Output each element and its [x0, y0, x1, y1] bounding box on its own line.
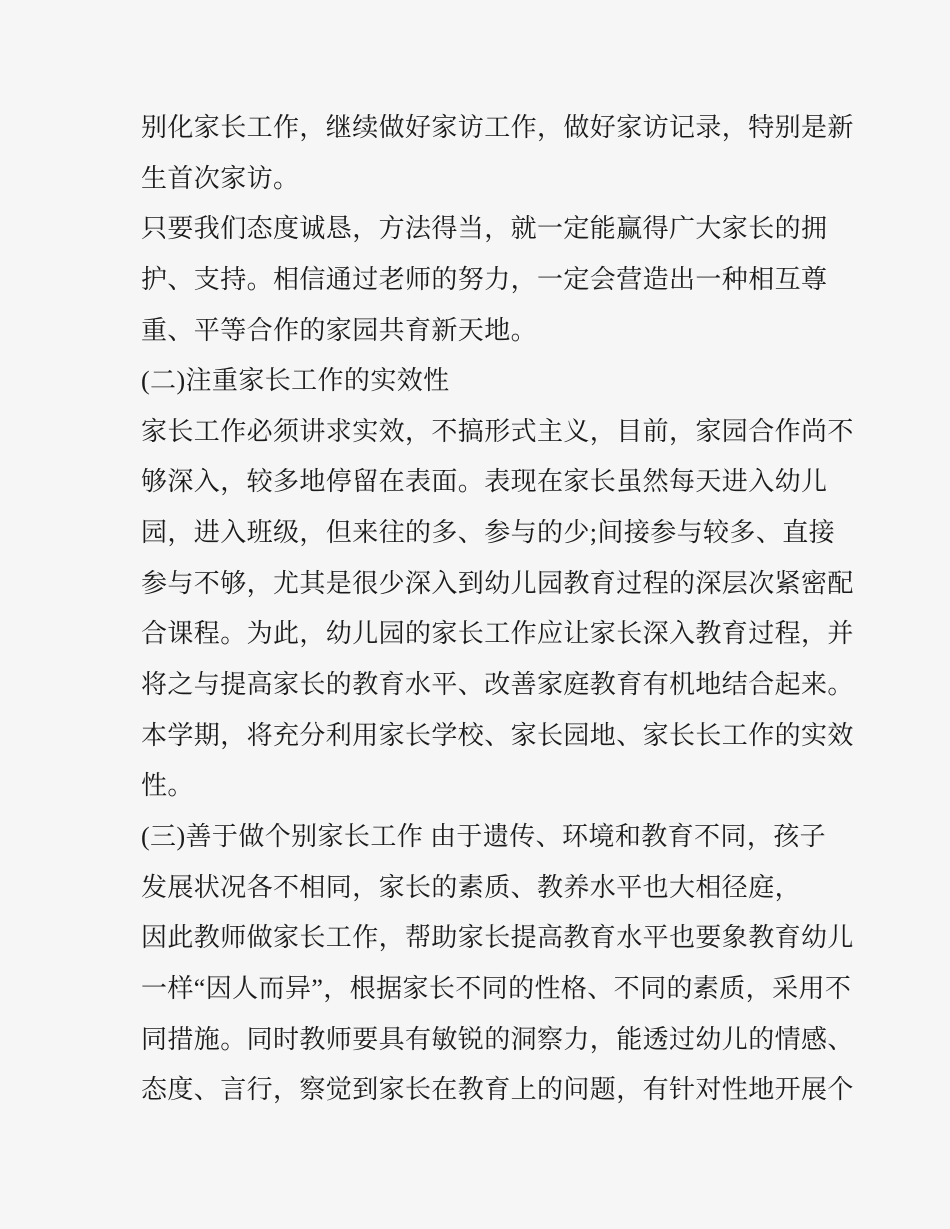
text-line: (三)善于做个别家长工作 由于遗传、环境和教育不同，孩子 [141, 821, 827, 851]
text-line: 家长工作必须讲求实效，不搞形式主义，目前，家园合作尚不 [141, 416, 854, 446]
text-line: 参与不够，尤其是很少深入到幼儿园教育过程的深层次紧密配 [141, 568, 854, 598]
text-line: 合课程。为此，幼儿园的家长工作应让家长深入教育过程，并 [141, 619, 854, 649]
text-line: 同措施。同时教师要具有敏锐的洞察力，能透过幼儿的情感、 [141, 1024, 854, 1054]
text-line: 只要我们态度诚恳，方法得当，就一定能赢得广大家长的拥 [141, 214, 828, 244]
document-text-block [141, 103, 901, 1116]
text-line: 一样“因人而异”，根据家长不同的性格、不同的素质，采用不 [141, 973, 852, 1003]
text-line: 将之与提高家长的教育水平、改善家庭教育有机地结合起来。 [141, 670, 854, 700]
text-line: 本学期，将充分利用家长学校、家长园地、家长长工作的实效 [141, 720, 854, 750]
text-line: 生首次家访。 [141, 163, 300, 193]
text-line: 因此教师做家长工作，帮助家长提高教育水平也要象教育幼儿 [141, 923, 854, 953]
text-line: 园，进入班级，但来往的多、参与的少;间接参与较多、直接 [141, 518, 836, 548]
text-line: 态度、言行，察觉到家长在教育上的问题，有针对性地开展个 [141, 1075, 854, 1105]
text-line: 性。 [141, 771, 194, 801]
text-line: 别化家长工作，继续做好家访工作，做好家访记录，特别是新 [141, 113, 854, 142]
text-line: 发展状况各不相同，家长的素质、教养水平也大相径庭， [141, 872, 802, 902]
text-line: 重、平等合作的家园共育新天地。 [141, 315, 538, 345]
text-line: (二)注重家长工作的实效性 [141, 366, 450, 396]
text-line: 够深入，较多地停留在表面。表现在家长虽然每天进入幼儿 [141, 467, 828, 497]
text-line: 护、支持。相信通过老师的努力，一定会营造出一种相互尊 [141, 264, 828, 294]
